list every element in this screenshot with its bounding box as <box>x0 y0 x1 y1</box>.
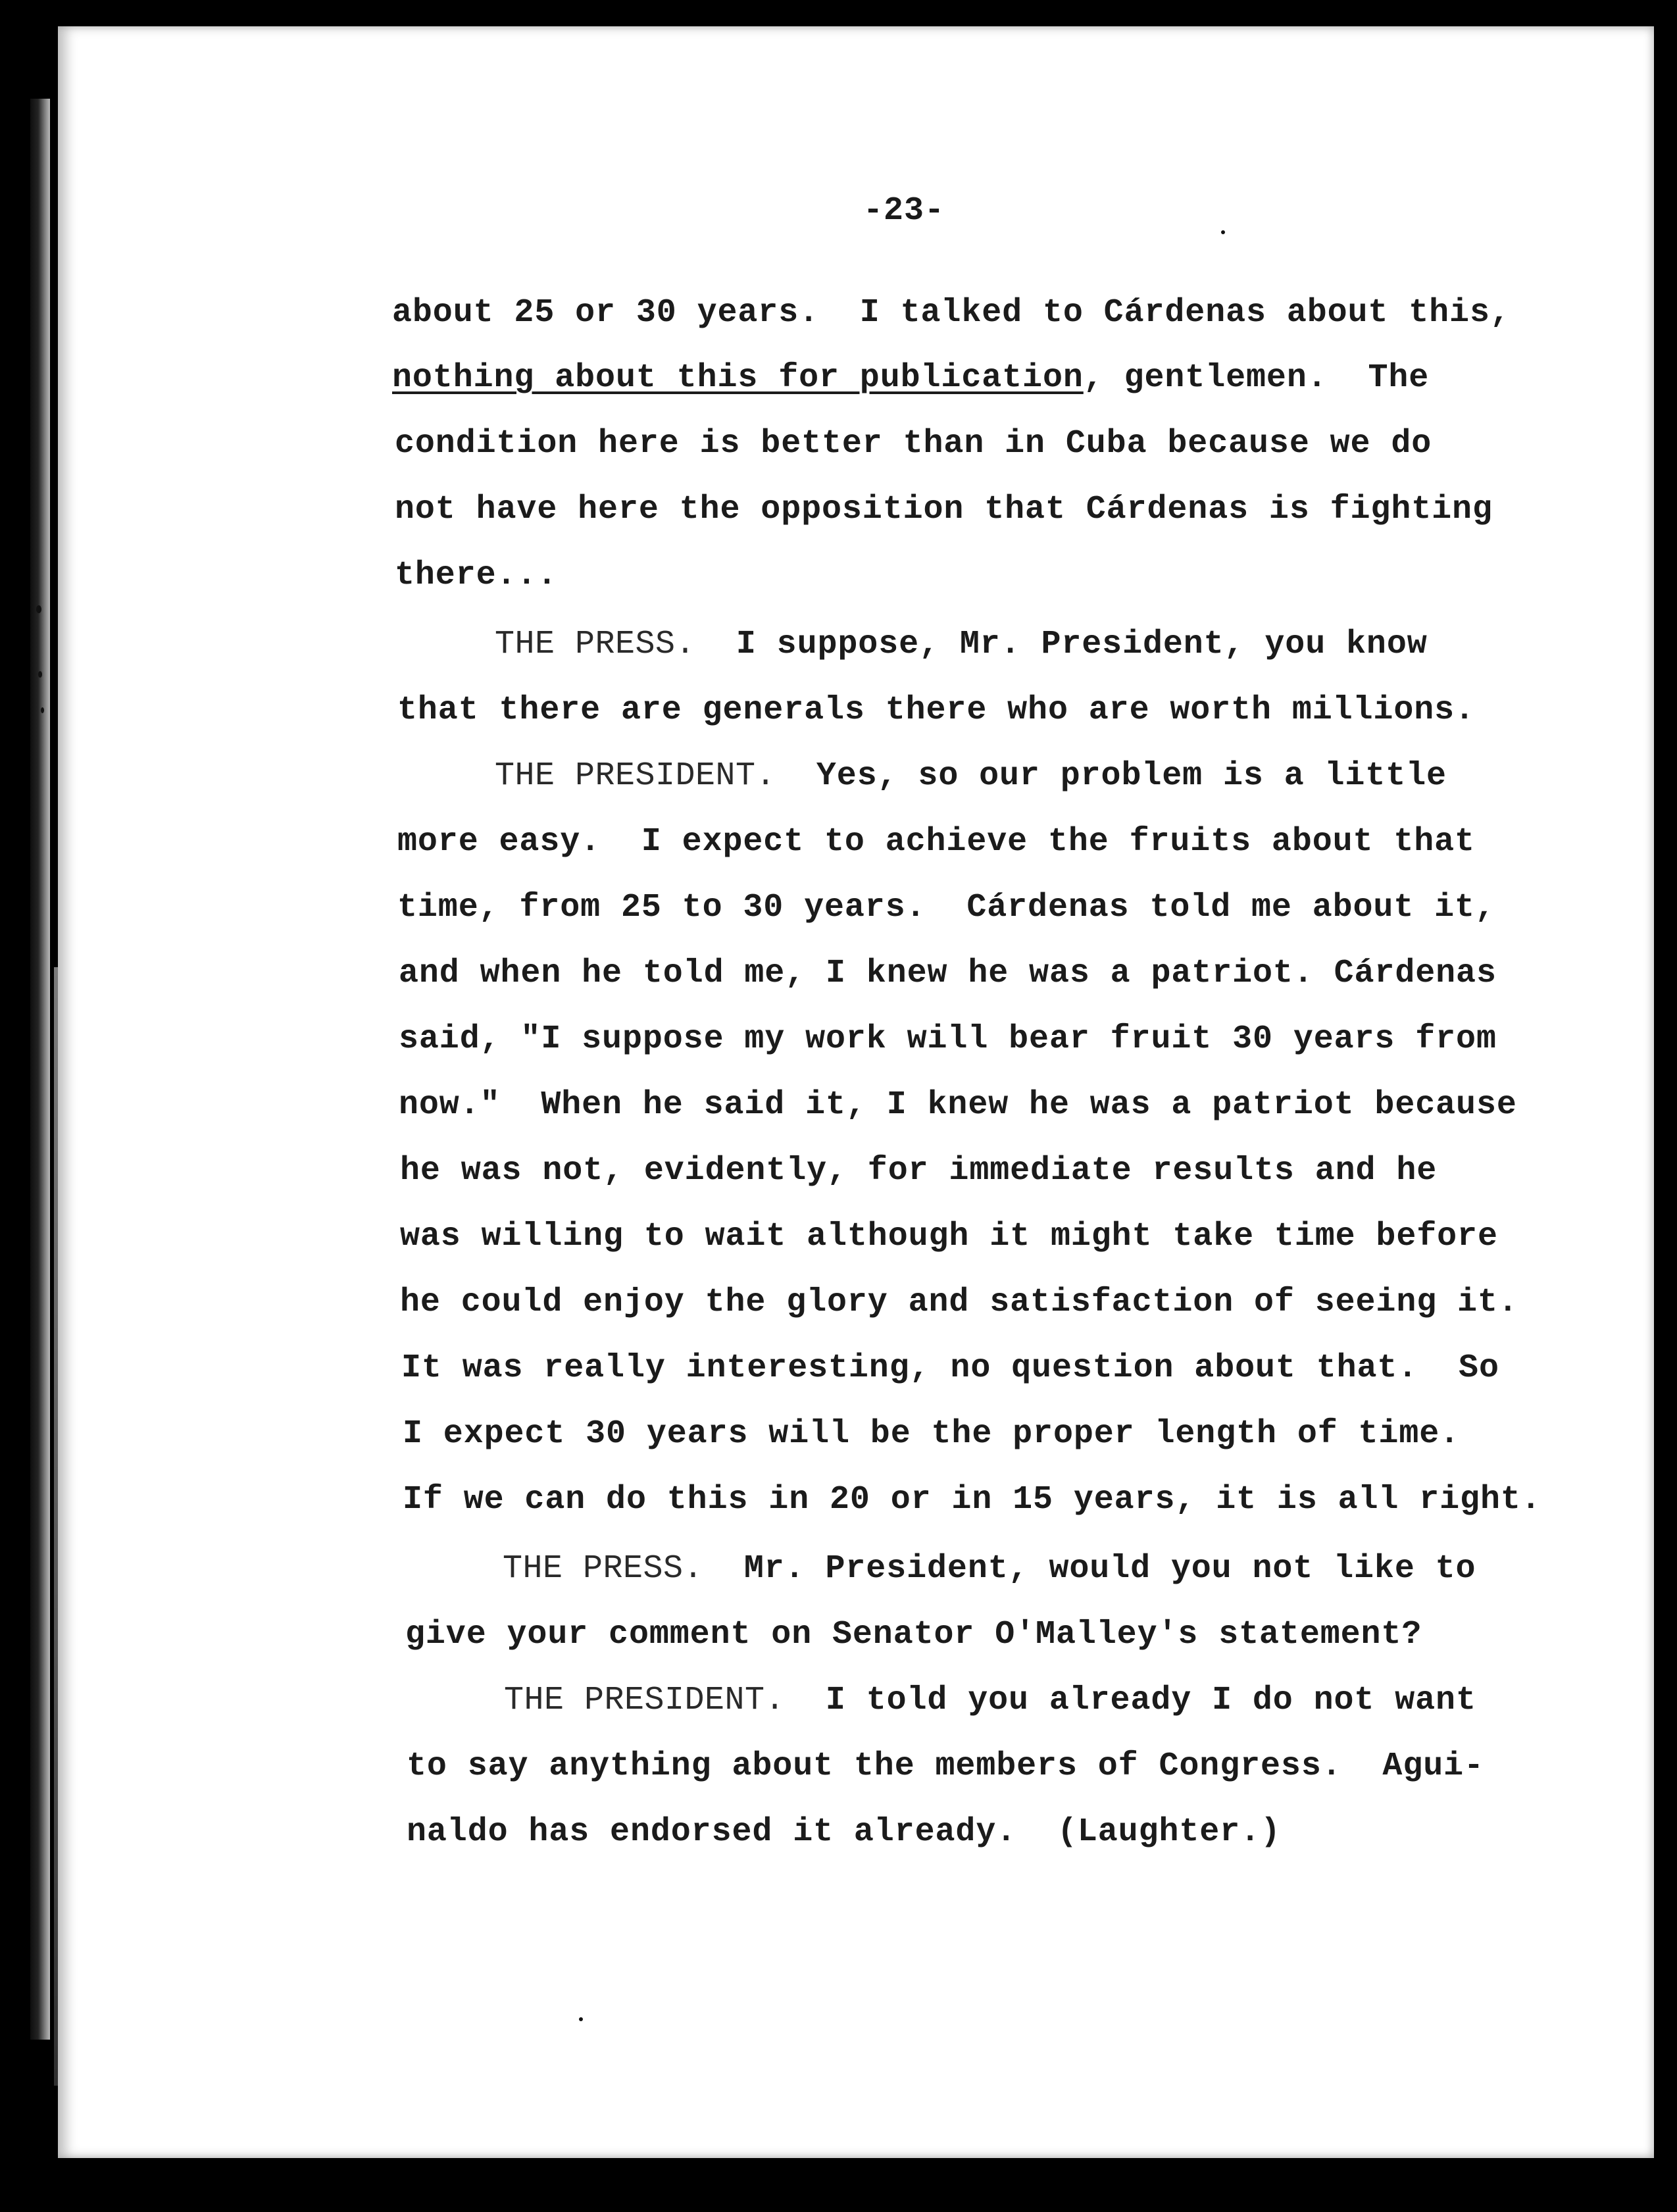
speech-text: Yes, so our problem is a little <box>776 757 1447 795</box>
text-line: more easy. I expect to achieve the fruits about that <box>397 823 1475 861</box>
text-line <box>495 757 1447 796</box>
text-line-continuation: , gentlemen. The <box>1083 359 1430 397</box>
text-line: that there are generals there who are worth millions. <box>397 691 1475 729</box>
speaker-label: THE PRESIDENT. <box>504 1682 786 1719</box>
text-line: condition here is better than in Cuba because we do <box>395 425 1432 463</box>
text-line: I expect 30 years will be the proper length of time. <box>403 1415 1461 1453</box>
text-line: he was not, evidently, for immediate results and he <box>400 1152 1438 1190</box>
speaker-label: THE PRESS. <box>495 626 696 663</box>
text-line: he could enjoy the glory and satisfaction of seeing it. <box>400 1284 1518 1321</box>
scan-speck <box>579 2017 583 2021</box>
text-line: said, "I suppose my work will bear fruit 30 years from <box>399 1020 1497 1058</box>
scan-speck <box>1221 230 1225 234</box>
scan-speck <box>36 605 41 613</box>
speech-text: I told you already I do not want <box>785 1682 1476 1719</box>
speech-text: Mr. President, would you not like to <box>703 1550 1476 1588</box>
speech-text: I suppose, Mr. President, you know <box>695 626 1428 663</box>
text-line: If we can do this in 20 or in 15 years, it is all right. <box>403 1481 1541 1519</box>
text-line: time, from 25 to 30 years. Cárdenas told me about it, <box>397 889 1495 926</box>
text-line: naldo has endorsed it already. (Laughter.) <box>407 1813 1281 1851</box>
text-line: give your comment on Senator O'Malley's statement? <box>405 1616 1422 1653</box>
speaker-label: THE PRESIDENT. <box>495 757 776 795</box>
text-line: there... <box>395 557 558 594</box>
text-line: to say anything about the members of Congress. Agui- <box>407 1747 1484 1785</box>
text-line <box>503 1549 1476 1589</box>
text-line: was willing to wait although it might take time before <box>400 1218 1498 1255</box>
text-line <box>495 625 1428 665</box>
text-line: and when he told me, I knew he was a patriot. Cárdenas <box>399 955 1497 992</box>
text-line: not have here the opposition that Cárdenas is fighting <box>395 491 1493 528</box>
text-line: now." When he said it, I knew he was a patriot because <box>399 1086 1517 1124</box>
text-line <box>504 1681 1476 1721</box>
speaker-label: THE PRESS. <box>503 1550 704 1588</box>
scan-speck <box>41 707 44 713</box>
text-line: It was really interesting, no question about that. So <box>401 1349 1499 1387</box>
page-number: -23- <box>863 192 945 230</box>
underlined-phrase: nothing about this for publication <box>392 359 1084 397</box>
text-line: about 25 or 30 years. I talked to Cárdenas about this, <box>392 294 1511 332</box>
scan-edge-shadow <box>30 99 50 2040</box>
text-line <box>392 359 1429 398</box>
scan-speck <box>38 671 42 678</box>
